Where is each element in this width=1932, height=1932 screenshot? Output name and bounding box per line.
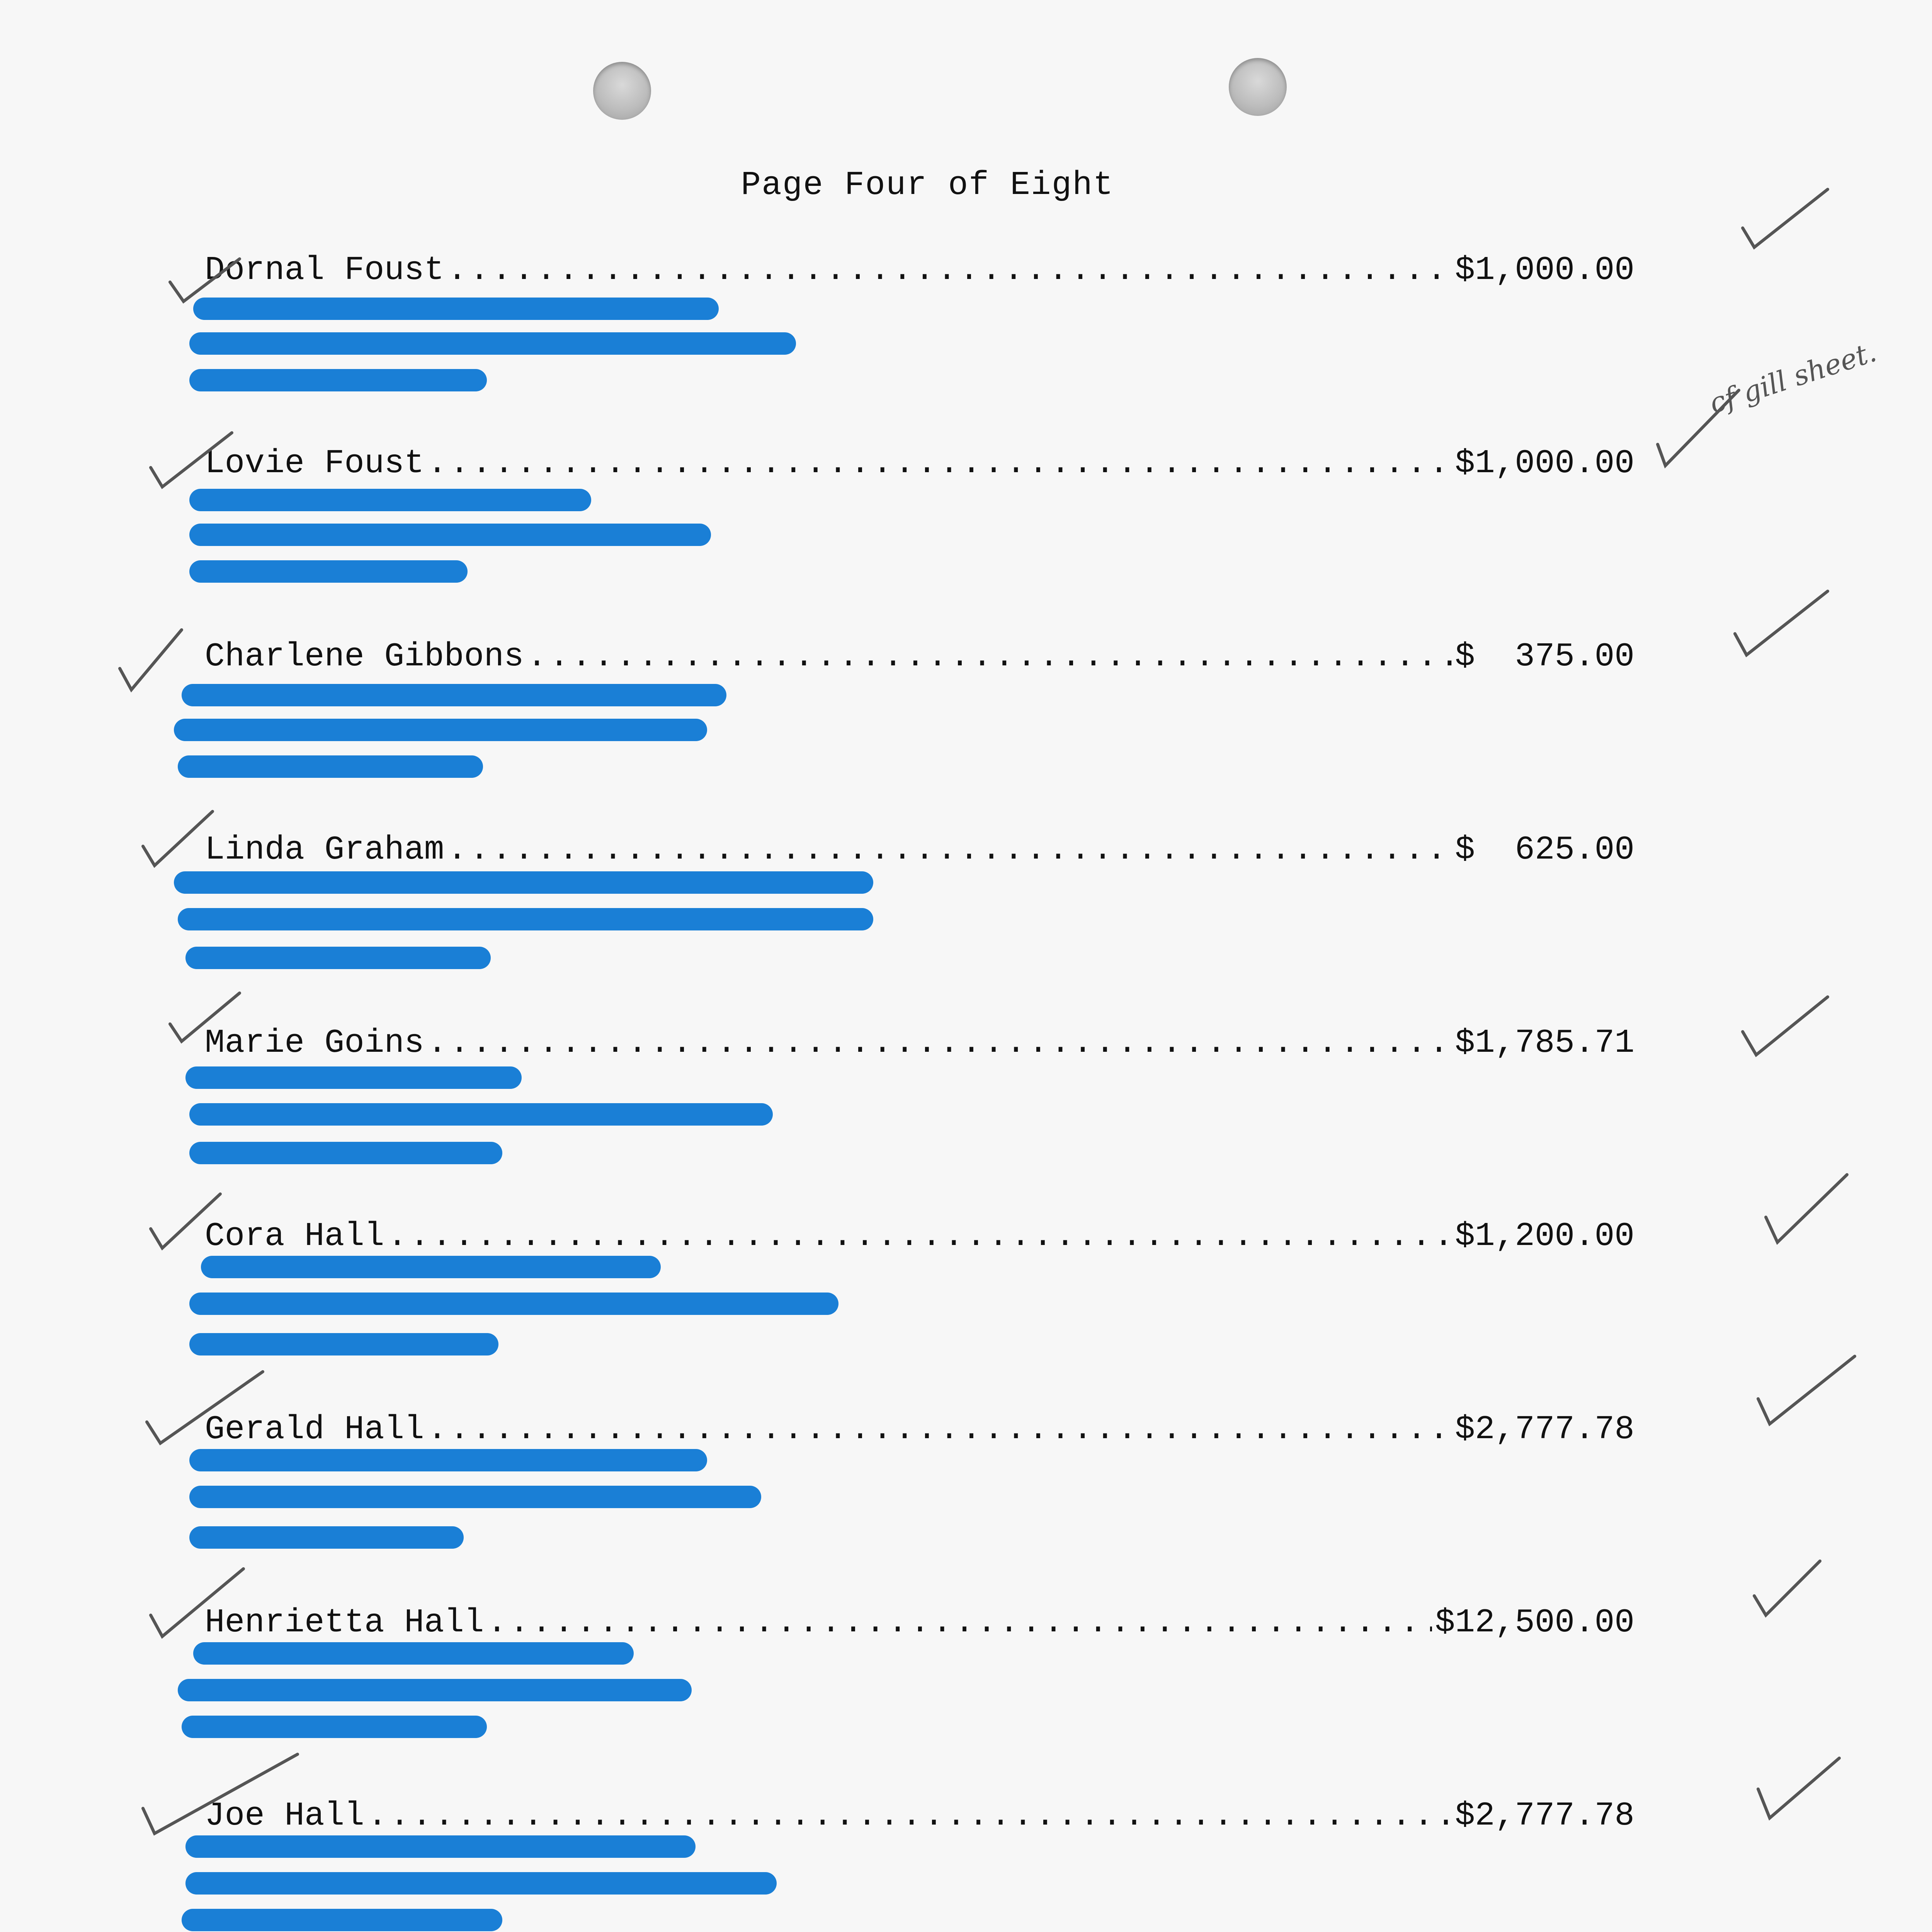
checkmark-icon: [147, 429, 236, 495]
recipient-name: Cora Hall: [205, 1217, 384, 1255]
list-item: [0, 1024, 1932, 1209]
recipient-name: Lovie Foust: [205, 444, 424, 482]
checkmark-icon: [166, 255, 243, 309]
redaction-bar: [189, 1486, 761, 1508]
checkmark-icon: [143, 1368, 267, 1449]
checkmark-icon: [1754, 1352, 1859, 1434]
checkmark-icon: [1762, 1171, 1851, 1248]
recipient-name: Linda Graham: [205, 831, 444, 869]
entry-line: [205, 1410, 1634, 1448]
redaction-bar: [189, 1103, 773, 1126]
amount: $1,000.00: [1455, 444, 1634, 482]
redaction-bar: [182, 1909, 502, 1931]
dot-leader: [367, 1797, 1452, 1835]
recipient-name: Marie Goins: [205, 1024, 424, 1062]
redaction-bar: [189, 489, 591, 511]
entry-line: [205, 444, 1634, 482]
recipient-name: Joe Hall: [205, 1797, 364, 1835]
redaction-bar: [189, 369, 487, 391]
dot-leader: [427, 1410, 1452, 1448]
redaction-bar: [189, 1333, 498, 1355]
checkmark-icon: [116, 626, 185, 696]
recipient-name: Dornal Foust: [205, 251, 444, 289]
amount: $2,777.78: [1455, 1410, 1634, 1448]
entry-line: [205, 1217, 1634, 1255]
amount: $12,500.00: [1435, 1604, 1634, 1641]
dot-leader: [427, 1024, 1452, 1062]
redaction-bar: [193, 298, 719, 320]
recipient-name: Henrietta Hall: [205, 1604, 484, 1641]
redaction-bar: [185, 1066, 522, 1089]
redaction-bar: [178, 908, 873, 930]
redaction-bar: [189, 560, 468, 583]
entry-line: [205, 1797, 1634, 1835]
checkmark-icon: [1754, 1754, 1843, 1824]
list-item: [0, 1410, 1932, 1596]
redaction-bar: [189, 332, 796, 355]
dot-leader: [427, 444, 1452, 482]
checkmark-icon: [1739, 185, 1832, 259]
redaction-bar: [174, 719, 707, 741]
dot-leader: [527, 638, 1452, 675]
dot-leader: [487, 1604, 1432, 1641]
redaction-bar: [189, 1142, 502, 1164]
dot-leader: [447, 831, 1452, 869]
redaction-bar: [178, 755, 483, 778]
redaction-bar: [182, 1716, 487, 1738]
redaction-bar: [185, 1872, 777, 1895]
redaction-bar: [182, 684, 726, 706]
redaction-bar: [174, 871, 873, 894]
entry-line: [205, 1024, 1634, 1062]
checkmark-icon: [139, 808, 216, 873]
list-item: [0, 444, 1932, 630]
entry-line: [205, 831, 1634, 869]
dot-leader: [447, 251, 1452, 289]
checkmark-icon: [139, 1750, 301, 1839]
redaction-bar: [189, 1526, 464, 1549]
list-item: [0, 251, 1932, 437]
redaction-bar: [193, 1642, 634, 1665]
checkmark-icon: [147, 1190, 224, 1256]
recipient-name: Charlene Gibbons: [205, 638, 524, 675]
amount: $1,200.00: [1455, 1217, 1634, 1255]
checkmark-icon: [1750, 1557, 1824, 1623]
amount: $ 625.00: [1455, 831, 1634, 869]
checkmark-icon: [166, 989, 243, 1047]
redaction-bar: [189, 524, 711, 546]
punch-hole-right: [1229, 58, 1287, 116]
redaction-bar: [189, 1293, 838, 1315]
list-item: [0, 831, 1932, 1016]
dot-leader: [387, 1217, 1452, 1255]
amount: $1,000.00: [1455, 251, 1634, 289]
checkmark-icon: [1739, 993, 1832, 1066]
list-item: [0, 1217, 1932, 1403]
recipient-name: Gerald Hall: [205, 1410, 424, 1448]
entry-line: [205, 251, 1634, 289]
entry-line: [205, 638, 1634, 675]
amount: $ 375.00: [1455, 638, 1634, 675]
amount: $2,777.78: [1455, 1797, 1634, 1835]
redaction-bar: [185, 947, 491, 969]
entry-line: [205, 1604, 1634, 1641]
page-title: Page Four of Eight: [741, 166, 1114, 204]
amount: $1,785.71: [1455, 1024, 1634, 1062]
punch-hole-left: [593, 62, 651, 120]
list-item: [0, 638, 1932, 823]
redaction-bar: [201, 1256, 661, 1278]
checkmark-icon: [147, 1565, 247, 1642]
handwritten-note: cf gill sheet.: [1705, 335, 1880, 420]
redaction-bar: [189, 1449, 707, 1471]
checkmark-icon: [1731, 587, 1832, 665]
redaction-bar: [178, 1679, 692, 1701]
